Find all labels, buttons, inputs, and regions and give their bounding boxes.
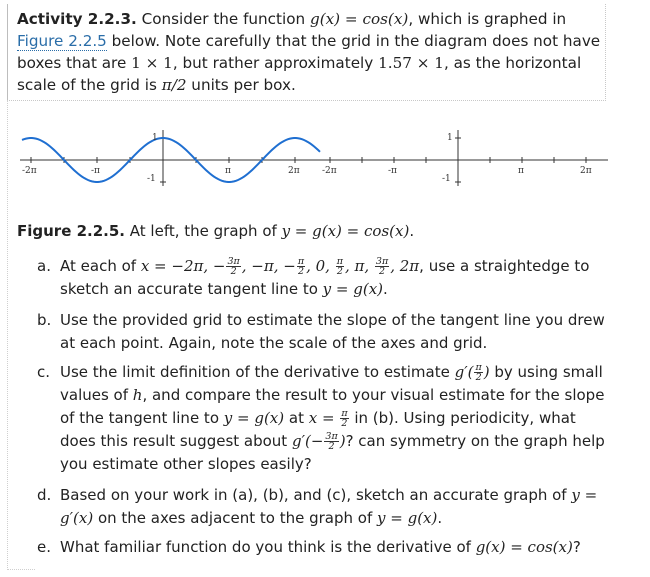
x-label-pi: π — [225, 166, 231, 176]
item-d: d. Based on your work in (a), (b), and (c), sketch an accurate graph of y = g′(x) on the axes adjacent to the graph of y = g(x). — [37, 486, 598, 527]
left-border — [7, 100, 8, 570]
figure-caption: Figure 2.2.5. At left, the graph of y = g(x) = cos(x). — [17, 222, 415, 240]
activity-items — [37, 255, 612, 559]
item-b: b. Use the provided grid to estimate the slope of the tangent line you drew at each point. Again, note the scale of the axes and grid. — [37, 311, 605, 352]
x-label-2pi: 2π — [580, 166, 592, 176]
x-label-neg2pi: -2π — [322, 166, 337, 176]
fraction: $\frac{3\pi}{2}$ — [375, 256, 389, 277]
x-label-pi: π — [518, 166, 524, 176]
figure-link[interactable]: Figure 2.2.5 — [17, 32, 107, 50]
item-c: c. Use the limit definition of the derivative to estimate g′( $\frac{\pi}{2}$ ) by using small values of h, and compare the result to your visual estimate for the slope of the tangent line to y = g(x) at x = $\frac{\pi}{2}$ in (b). Using periodicity, what does this result suggest about g′(− $\frac{3\pi}{2}$ )? can symmetry on the graph help you estimate other slopes easily? — [37, 362, 605, 473]
x-label-negpi: -π — [91, 166, 100, 176]
y-label-1: 1 — [152, 133, 158, 143]
item-e: e. What familiar function do you think is the derivative of g(x) = cos(x)? — [37, 536, 612, 559]
function-def: g(x) = cos(x) — [309, 10, 409, 28]
y-label-neg1: -1 — [442, 174, 451, 184]
item-a: a. At each of x = −2π, − $\frac{3\pi}{2}$ , −π, − $\frac{\pi}{2}$ , 0, $\frac{\pi}{2}$ , π, $\frac{3\pi}{2}$ , 2π, use a straightedge to sketch an accurate tangent line to y = g(x). — [37, 256, 590, 298]
cosine-graph — [18, 128, 324, 188]
derivative-axes — [320, 128, 610, 188]
item-label: a. — [37, 257, 51, 275]
item-label: d. — [37, 486, 52, 504]
item-label: b. — [37, 311, 52, 329]
activity-label: Activity 2.2.3. — [17, 10, 137, 28]
fraction: $\frac{\pi}{2}$ — [341, 408, 348, 429]
fraction: $\frac{\pi}{2}$ — [336, 256, 343, 277]
item-label: e. — [37, 538, 51, 556]
x-label-2pi: 2π — [288, 166, 300, 176]
activity-statement: Activity 2.2.3. Consider the function g(x) = cos(x), which is graphed in Figure 2.2.5 below. Note carefully that the grid in the diagram does not have boxes that are 1 × 1, but rather approximately 1.57 × 1, as the horizontal scale of the grid is π/2 units per box. — [17, 10, 601, 94]
fraction: $\frac{\pi}{2}$ — [475, 362, 482, 383]
item-label: c. — [37, 363, 51, 381]
caption-label: Figure 2.2.5. — [17, 222, 126, 240]
x-label-neg2pi: -2π — [22, 166, 37, 176]
fraction: $\frac{\pi}{2}$ — [297, 256, 305, 277]
y-label-neg1: -1 — [147, 174, 156, 184]
fraction: $\frac{3\pi}{2}$ — [227, 256, 240, 277]
fraction: $\frac{3\pi}{2}$ — [325, 431, 338, 452]
y-label-1: 1 — [447, 133, 453, 143]
bottom-border — [7, 569, 35, 570]
x-label-negpi: -π — [388, 166, 397, 176]
